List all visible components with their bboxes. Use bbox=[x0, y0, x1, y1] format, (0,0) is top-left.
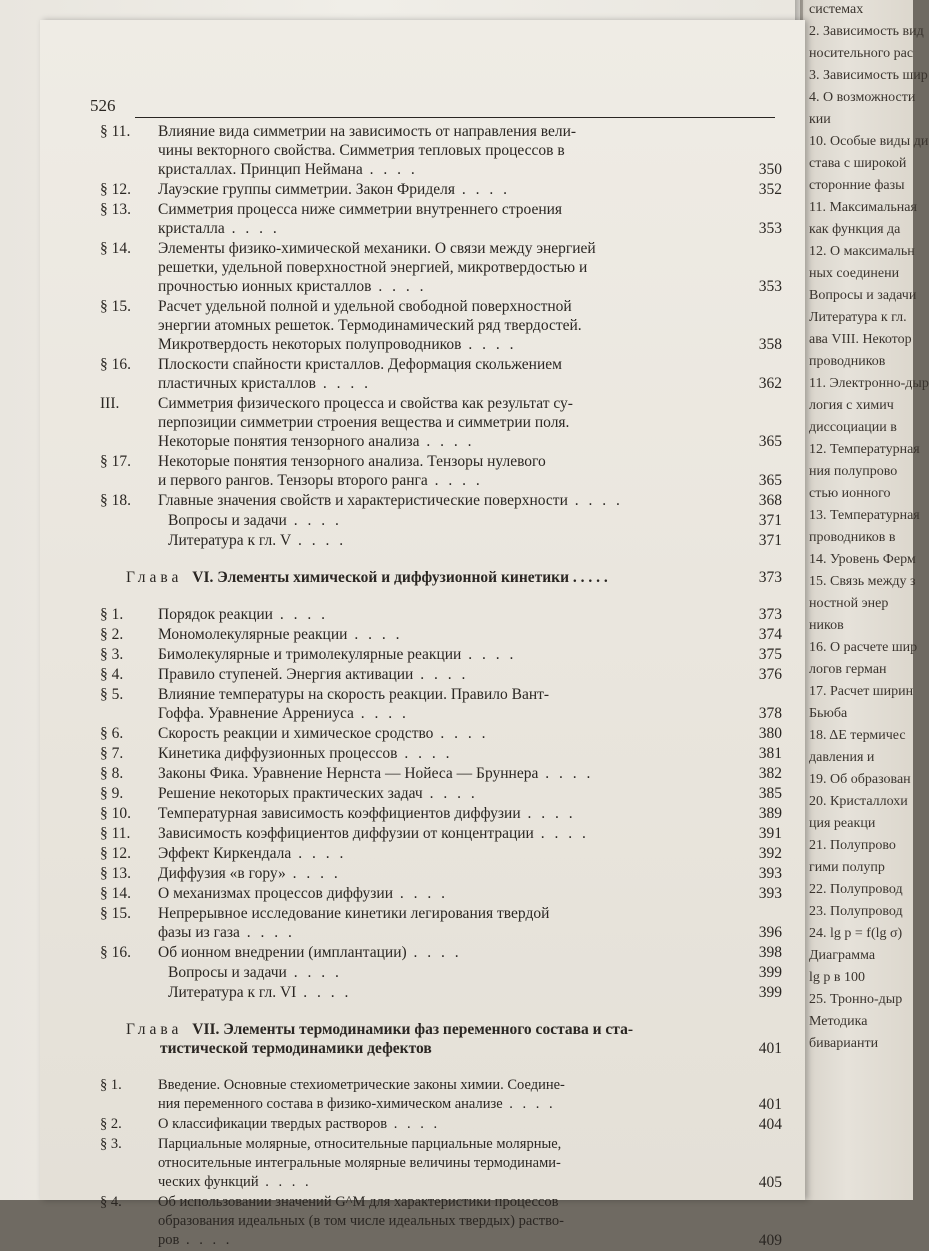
entry-number: § 2. bbox=[100, 1116, 122, 1132]
entry-title-line: Симметрия процесса ниже симметрии внутреннего строения bbox=[158, 201, 563, 218]
entry-title-line: Зависимость коэффициентов диффузии от концентрации bbox=[158, 825, 534, 842]
entry-title-line: Расчет удельной полной и удельной свободной поверхностной bbox=[158, 298, 572, 315]
entry-number: § 18. bbox=[100, 492, 131, 509]
toc-entry bbox=[100, 1135, 790, 1192]
facing-page-line: Бьюба bbox=[809, 706, 848, 721]
entry-title-line: Гоффа. Уравнение Аррениуса bbox=[158, 705, 354, 722]
leader-dots: . . . . bbox=[502, 1096, 556, 1112]
leader-dots: . . . . bbox=[422, 785, 478, 802]
entry-page: 399 bbox=[758, 984, 782, 1001]
toc-entry bbox=[100, 511, 790, 530]
toc-entry bbox=[100, 844, 790, 863]
facing-page-line: 20. Кристаллохи bbox=[809, 794, 908, 809]
leader-dots: . . . . bbox=[538, 765, 594, 782]
toc-entry bbox=[100, 1076, 790, 1114]
entry-page: 376 bbox=[758, 666, 782, 683]
entry-page: 391 bbox=[758, 825, 782, 842]
entry-page: 365 bbox=[758, 433, 782, 450]
entry-title-line: Литература к гл. V bbox=[168, 532, 292, 549]
entry-number: § 13. bbox=[100, 201, 131, 218]
entry-page: 350 bbox=[758, 161, 782, 178]
entry-page: 399 bbox=[758, 964, 782, 981]
facing-page-line: биварианти bbox=[809, 1036, 879, 1051]
entry-page: 358 bbox=[758, 336, 782, 353]
entry-number: § 4. bbox=[100, 1194, 122, 1210]
leader-dots: . . . . bbox=[406, 944, 462, 961]
facing-page-line: 24. lg p = f(lg σ) bbox=[809, 926, 903, 941]
leader-dots: . . . . bbox=[454, 181, 510, 198]
leader-dots: . . . . bbox=[433, 725, 489, 742]
leader-dots: . . . . bbox=[533, 825, 589, 842]
entry-page: 409 bbox=[758, 1232, 782, 1249]
leader-dots: . . . . bbox=[291, 532, 347, 549]
entry-page: 374 bbox=[758, 626, 782, 643]
entry-number: III. bbox=[100, 395, 120, 412]
facing-page-line: Литература к гл. bbox=[809, 310, 907, 325]
facing-page-line: Диаграмма bbox=[809, 948, 876, 963]
chapter-heading-6 bbox=[100, 568, 790, 587]
toc-entry bbox=[100, 824, 790, 843]
toc-entry bbox=[100, 531, 790, 550]
toc-entry bbox=[100, 239, 790, 296]
facing-page-line: 2. Зависимость вид bbox=[809, 24, 924, 39]
facing-page-line: 11. Максимальная bbox=[809, 200, 917, 215]
leader-dots: . . . . bbox=[286, 964, 342, 981]
facing-page-line: проводников в bbox=[809, 530, 896, 545]
entry-title-line: Элементы физико-химической механики. О связи между энергией bbox=[158, 240, 596, 257]
facing-page-fragment bbox=[800, 0, 929, 1200]
entry-title-line: Введение. Основные стехиометрические законы химии. Соедине- bbox=[158, 1077, 565, 1093]
entry-page: 353 bbox=[758, 278, 782, 295]
entry-title-line: Кинетика диффузионных процессов bbox=[158, 745, 398, 762]
entry-number: § 4. bbox=[100, 666, 124, 683]
toc-entry bbox=[100, 200, 790, 238]
entry-number: § 2. bbox=[100, 626, 124, 643]
entry-page: 365 bbox=[758, 472, 782, 489]
page-number: 526 bbox=[90, 96, 116, 115]
table-of-contents bbox=[100, 122, 790, 1251]
entry-number: § 16. bbox=[100, 356, 131, 373]
entry-number: § 6. bbox=[100, 725, 124, 742]
leader-dots: . . . . bbox=[179, 1232, 233, 1248]
entry-number: § 15. bbox=[100, 905, 131, 922]
toc-entry bbox=[100, 491, 790, 510]
entry-number: § 10. bbox=[100, 805, 131, 822]
facing-page-line: 17. Расчет ширин bbox=[809, 684, 914, 699]
entry-title-line: Главные значения свойств и характеристические поверхности bbox=[158, 492, 568, 509]
facing-page-line: 3. Зависимость шир bbox=[809, 68, 928, 83]
facing-page-line: 14. Уровень Ферм bbox=[809, 552, 916, 567]
entry-title-line: Литература к гл. VI bbox=[168, 984, 297, 1001]
leader-dots: . . . . bbox=[286, 512, 342, 529]
entry-page: 380 bbox=[758, 725, 782, 742]
entry-title-line: образования идеальных (в том числе идеальных твердых) раство- bbox=[158, 1213, 564, 1229]
entry-number: § 12. bbox=[100, 845, 131, 862]
entry-page: 382 bbox=[758, 765, 782, 782]
entry-title-line: Об ионном внедрении (имплантации) bbox=[158, 944, 407, 961]
leader-dots: . . . . bbox=[239, 924, 295, 941]
entry-title-line: Об использовании значений G^M для характеристики процессов bbox=[158, 1194, 559, 1210]
facing-page-line: Методика bbox=[809, 1014, 868, 1029]
entry-number: § 3. bbox=[100, 646, 124, 663]
entry-page: 352 bbox=[758, 181, 782, 198]
facing-page-line: ных соединени bbox=[809, 266, 900, 281]
facing-page-line: ников bbox=[809, 618, 844, 633]
entry-title-line: и первого рангов. Тензоры второго ранга bbox=[158, 472, 428, 489]
chapter-heading-7 bbox=[100, 1020, 790, 1058]
chapter-title-line1: VII. Элементы термодинамики фаз переменного состава и ста- bbox=[192, 1021, 634, 1038]
chapter-title-line2: тистической термодинамики дефектов bbox=[160, 1040, 432, 1057]
entry-title-line: Вопросы и задачи bbox=[168, 964, 287, 981]
facing-page-line: ния полупрово bbox=[809, 464, 898, 479]
entry-title-line: ческих функций bbox=[158, 1174, 259, 1190]
entry-title-line: Эффект Киркендала bbox=[158, 845, 292, 862]
entry-title-line: кристалла bbox=[158, 220, 225, 237]
facing-page-line: гими полупр bbox=[809, 860, 885, 875]
entry-title-line: Влияние вида симметрии на зависимость от направления вели- bbox=[158, 123, 577, 140]
entry-title-line: Решение некоторых практических задач bbox=[158, 785, 423, 802]
entry-number: § 1. bbox=[100, 606, 124, 623]
entry-page: 398 bbox=[758, 944, 782, 961]
entry-title-line: Непрерывное исследование кинетики легирования твердой bbox=[158, 905, 550, 922]
entry-title-line: Парциальные молярные, относительные парциальные молярные, bbox=[158, 1136, 562, 1152]
facing-page-line: давления и bbox=[809, 750, 875, 765]
entry-title-line: ния переменного состава в физико-химическом анализе bbox=[158, 1096, 503, 1112]
entry-title-line: прочностью ионных кристаллов bbox=[158, 278, 372, 295]
entry-title-line: перпозиции симметрии строения вещества и симметрии поля. bbox=[158, 414, 570, 431]
entry-title-line: Правило ступеней. Энергия активации bbox=[158, 666, 414, 683]
toc-entry bbox=[100, 724, 790, 743]
entry-page: 353 bbox=[758, 220, 782, 237]
entry-page: 385 bbox=[758, 785, 782, 802]
entry-number: § 14. bbox=[100, 885, 131, 902]
entry-number: § 12. bbox=[100, 181, 131, 198]
entry-title-line: пластичных кристаллов bbox=[158, 375, 316, 392]
entry-number: § 3. bbox=[100, 1136, 122, 1152]
entry-title-line: Плоскости спайности кристаллов. Деформация скольжением bbox=[158, 356, 562, 373]
facing-page-line: 16. О расчете шир bbox=[809, 640, 918, 655]
facing-page-line: сторонние фазы bbox=[809, 178, 905, 193]
toc-section-chapter7 bbox=[100, 1076, 790, 1250]
facing-page-line: 12. Температурная bbox=[809, 442, 920, 457]
entry-page: 405 bbox=[758, 1174, 782, 1191]
leader-dots: . . . . bbox=[419, 433, 475, 450]
leader-dots: . . . . bbox=[371, 278, 427, 295]
toc-entry bbox=[100, 943, 790, 962]
entry-title-line: Диффузия «в гору» bbox=[158, 865, 286, 882]
entry-title-line: Микротвердость некоторых полупроводников bbox=[158, 336, 462, 353]
facing-page-line: 13. Температурная bbox=[809, 508, 920, 523]
facing-page-line: 4. О возможности bbox=[809, 90, 916, 105]
entry-number: § 7. bbox=[100, 745, 124, 762]
facing-page-line: 18. ΔE термичес bbox=[809, 728, 906, 743]
facing-page-line: 12. О максимальн bbox=[809, 244, 915, 259]
leader-dots: . . . . bbox=[353, 705, 409, 722]
leader-dots: . . . . bbox=[520, 805, 576, 822]
entry-title-line: Некоторые понятия тензорного анализа bbox=[158, 433, 420, 450]
entry-number: § 1. bbox=[100, 1077, 122, 1093]
entry-number: § 8. bbox=[100, 765, 124, 782]
toc-entry bbox=[100, 297, 790, 354]
facing-page-line: lg p в 100 bbox=[809, 970, 865, 985]
entry-page: 371 bbox=[758, 532, 782, 549]
entry-page: 381 bbox=[758, 745, 782, 762]
facing-page-line: логов герман bbox=[809, 662, 887, 677]
chapter-title: VI. Элементы химической и диффузионной кинетики bbox=[192, 569, 570, 586]
entry-page: 396 bbox=[758, 924, 782, 941]
toc-entry bbox=[100, 394, 790, 451]
entry-title-line: Лауэские группы симметрии. Закон Фриделя bbox=[158, 181, 455, 198]
entry-title-line: О классификации твердых растворов bbox=[158, 1116, 388, 1132]
entry-title-line: Вопросы и задачи bbox=[168, 512, 287, 529]
entry-title-line: относительные интегральные молярные величины термодинами- bbox=[158, 1155, 561, 1171]
facing-page-line: ностной энер bbox=[809, 596, 889, 611]
toc-entry bbox=[100, 645, 790, 664]
facing-page-line: диссоциации в bbox=[809, 420, 897, 435]
toc-entry bbox=[100, 665, 790, 684]
leader-dots: . . . . bbox=[461, 336, 517, 353]
facing-page-line: проводников bbox=[809, 354, 886, 369]
chapter-label: Глава bbox=[126, 1021, 183, 1038]
facing-page-line: 23. Полупровод bbox=[809, 904, 903, 919]
entry-page: 373 bbox=[758, 606, 782, 623]
book-page bbox=[40, 20, 805, 1249]
chapter-page: 401 bbox=[758, 1040, 782, 1057]
entry-page: 375 bbox=[758, 646, 782, 663]
entry-page: 393 bbox=[758, 885, 782, 902]
entry-page: 404 bbox=[758, 1116, 782, 1133]
entry-number: § 14. bbox=[100, 240, 131, 257]
entry-number: § 11. bbox=[100, 825, 131, 842]
toc-entry bbox=[100, 625, 790, 644]
leader-dots: . . . . bbox=[224, 220, 280, 237]
facing-page-line: системах bbox=[809, 2, 864, 17]
entry-title-line: кристаллах. Принцип Неймана bbox=[158, 161, 363, 178]
leader-dots: . . . . bbox=[291, 845, 347, 862]
facing-page-line: кии bbox=[809, 112, 831, 127]
chapter-label: Глава bbox=[126, 569, 183, 586]
leader-dots: . . . . bbox=[258, 1174, 312, 1190]
facing-page-line: носительного рас bbox=[809, 46, 914, 61]
leader-dots: . . . . bbox=[387, 1116, 441, 1132]
leader-dots: . . . . bbox=[285, 865, 341, 882]
entry-page: 392 bbox=[758, 845, 782, 862]
leader-dots: . . . . bbox=[427, 472, 483, 489]
toc-entry bbox=[100, 605, 790, 624]
entry-page: 371 bbox=[758, 512, 782, 529]
toc-entry bbox=[100, 180, 790, 199]
entry-title-line: Влияние температуры на скорость реакции. Правило Вант- bbox=[158, 686, 550, 703]
facing-page-line: ава VIII. Некотор bbox=[809, 332, 912, 347]
entry-title-line: Скорость реакции и химическое сродство bbox=[158, 725, 434, 742]
leader-dots: . . . . bbox=[567, 492, 623, 509]
toc-entry bbox=[100, 1115, 790, 1134]
entry-title-line: решетки, удельной поверхностной энергией, микротвердостью и bbox=[158, 259, 588, 276]
facing-page-line: 19. Об образован bbox=[809, 772, 911, 787]
entry-title-line: Законы Фика. Уравнение Нернста — Нойеса — Бруннера bbox=[158, 765, 539, 782]
header-rule bbox=[135, 117, 775, 118]
entry-page: 378 bbox=[758, 705, 782, 722]
entry-title-line: энергии атомных решеток. Термодинамический ряд твердостей. bbox=[158, 317, 582, 334]
entry-title-line: фазы из газа bbox=[158, 924, 240, 941]
facing-page-line: ция реакци bbox=[809, 816, 876, 831]
entry-page: 401 bbox=[758, 1096, 782, 1113]
toc-section-chapter5-tail bbox=[100, 122, 790, 550]
entry-number: § 5. bbox=[100, 686, 124, 703]
leader-dots: . . . . bbox=[413, 666, 469, 683]
entry-page: 389 bbox=[758, 805, 782, 822]
facing-page-line: 11. Электронно-дыр bbox=[809, 376, 929, 391]
leader-dots: . . . . bbox=[296, 984, 352, 1001]
toc-entry bbox=[100, 452, 790, 490]
entry-number: § 17. bbox=[100, 453, 131, 470]
facing-page-line: 10. Особые виды ди bbox=[809, 134, 929, 149]
toc-entry bbox=[100, 784, 790, 803]
facing-page-line: 25. Тронно-дыр bbox=[809, 992, 903, 1007]
facing-page-line: стью ионного bbox=[809, 486, 891, 501]
entry-page: 362 bbox=[758, 375, 782, 392]
toc-entry bbox=[100, 804, 790, 823]
facing-page-line: логия с химич bbox=[809, 398, 894, 413]
leader-dots: . . . . . bbox=[572, 569, 608, 586]
leader-dots: . . . . bbox=[397, 745, 453, 762]
facing-page-line: 15. Связь между з bbox=[809, 574, 916, 589]
entry-title-line: Порядок реакции bbox=[158, 606, 273, 623]
entry-title-line: Бимолекулярные и тримолекулярные реакции bbox=[158, 646, 462, 663]
leader-dots: . . . . bbox=[461, 646, 517, 663]
toc-entry bbox=[100, 983, 790, 1002]
facing-page-line: 21. Полупрово bbox=[809, 838, 896, 853]
facing-page-line: 22. Полупровод bbox=[809, 882, 903, 897]
entry-title-line: Симметрия физического процесса и свойства как результат су- bbox=[158, 395, 573, 412]
entry-title-line: Некоторые понятия тензорного анализа. Тензоры нулевого bbox=[158, 453, 546, 470]
leader-dots: . . . . bbox=[393, 885, 448, 902]
leader-dots: . . . . bbox=[362, 161, 418, 178]
entry-title-line: ров bbox=[158, 1232, 180, 1248]
toc-entry bbox=[100, 685, 790, 723]
chapter-page: 373 bbox=[758, 569, 782, 586]
leader-dots: . . . . bbox=[315, 375, 371, 392]
entry-number: § 11. bbox=[100, 123, 131, 140]
facing-page-line: как функция да bbox=[809, 222, 901, 237]
entry-title-line: Мономолекулярные реакции bbox=[158, 626, 348, 643]
facing-page-line: става с широкой bbox=[809, 156, 907, 171]
entry-number: § 13. bbox=[100, 865, 131, 882]
toc-entry bbox=[100, 744, 790, 763]
leader-dots: . . . . bbox=[347, 626, 403, 643]
entry-number: § 15. bbox=[100, 298, 131, 315]
entry-title-line: чины векторного свойства. Симметрия тепловых процессов в bbox=[158, 142, 565, 159]
toc-entry bbox=[100, 122, 790, 179]
entry-page: 393 bbox=[758, 865, 782, 882]
toc-section-chapter6 bbox=[100, 605, 790, 1002]
entry-page: 368 bbox=[758, 492, 782, 509]
facing-page-text bbox=[809, 0, 929, 1056]
toc-entry bbox=[100, 1193, 790, 1250]
leader-dots: . . . . bbox=[272, 606, 328, 623]
toc-entry bbox=[100, 764, 790, 783]
toc-entry bbox=[100, 904, 790, 942]
facing-page-line: Вопросы и задачи bbox=[809, 288, 917, 303]
toc-entry bbox=[100, 963, 790, 982]
entry-number: § 16. bbox=[100, 944, 131, 961]
entry-title-line: Температурная зависимость коэффициентов диффузии bbox=[158, 805, 521, 822]
toc-entry bbox=[100, 884, 790, 903]
entry-title-line: О механизмах процессов диффузии bbox=[158, 885, 393, 902]
toc-entry bbox=[100, 355, 790, 393]
toc-entry bbox=[100, 864, 790, 883]
entry-number: § 9. bbox=[100, 785, 124, 802]
